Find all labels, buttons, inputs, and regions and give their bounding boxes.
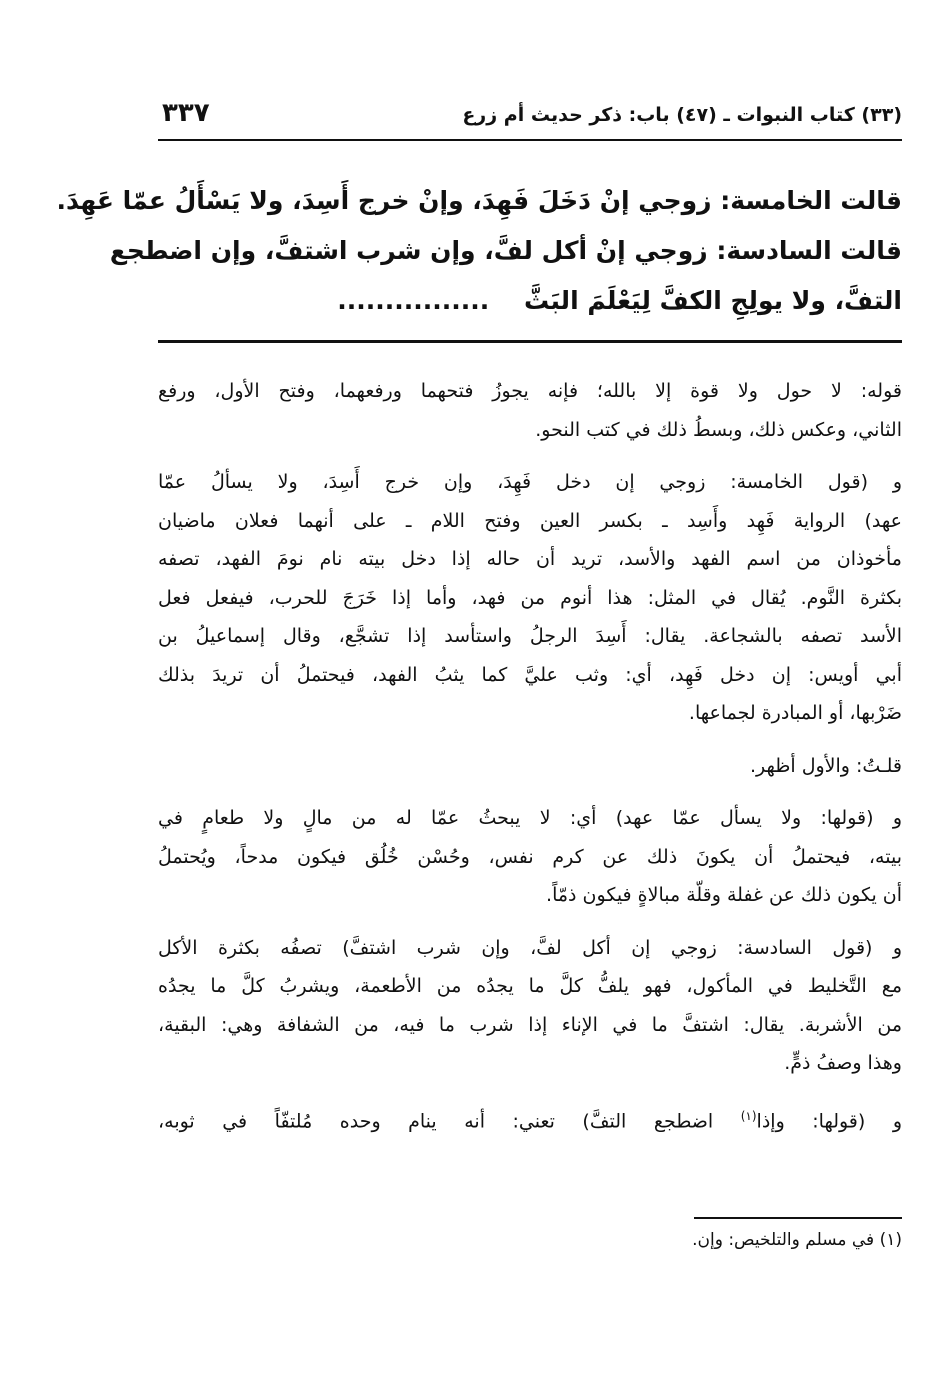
hadith-text xyxy=(56,176,902,326)
text-line: قوله: لا حول ولا قوة إلا بالله؛ فإنه يجوزُ فتحهما ورفعهما، وفتح الأول، ورفع xyxy=(158,380,902,402)
text-line: وهذا وصفُ ذمٍّ. xyxy=(784,1052,902,1074)
text-line: بيته، فيحتملُ أن يكونَ ذلك عن كرم نفس، وحُسْن خُلُق فيكون مدحاً، ويُحتملُ xyxy=(158,845,902,868)
text-line: و (قول الخامسة: زوجي إن دخل فَهِدَ، وإن خرج أَسِدَ، ولا يسألُ عمّا xyxy=(158,471,902,493)
hadith-ellipsis: ................ xyxy=(337,286,490,315)
header-title: (٣٣) كتاب النبوات ـ (٤٧) باب: ذكر حديث أم زرع xyxy=(462,104,902,126)
commentary-paragraph xyxy=(158,372,902,449)
text-line xyxy=(158,1097,902,1141)
footnote-marker: (١) xyxy=(740,1108,757,1123)
text-line: و (قول السادسة: زوجي إن أكل لفَّ، وإن شرب اشتفَّ) تصفُه بكثرة الأكل xyxy=(158,936,902,959)
text-line: مع التَّخليط في المأكول، فهو يلفُّ كلَّ ما يجدُه من الأطعمة، ويشربُ كلَّ ما يجدُه xyxy=(158,975,902,997)
commentary xyxy=(158,372,902,1154)
text-line: أن يكون ذلك عن غفلة وقلّة مبالاةٍ فيكون ذمّاً. xyxy=(546,884,902,906)
hadith-line xyxy=(150,276,902,326)
text-line: الثاني، وعكس ذلك، وبسطُ ذلك في كتب النحو. xyxy=(535,418,902,441)
hadith-line: قالت السادسة: زوجي إنْ أكل لفَّ، وإن شرب اشتفَّ، وإن اضطجع xyxy=(109,236,902,265)
commentary-paragraph xyxy=(158,1097,902,1141)
text-line: ضَرْبها، أو المبادرة لجماعها. xyxy=(688,702,902,724)
footnote-rule xyxy=(694,1217,902,1219)
text-line: و (قولها: ولا يسأل عمّا عهد) أي: لا يبحثُ عمّا له من مالٍ ولا طعامٍ في xyxy=(158,807,902,829)
text-line: بكثرة النَّوم. يُقال في المثل: هذا أنوم من فهد، وأما إذا خَرَجَ للحرب، فيفعل فعل xyxy=(158,586,902,609)
hadith-line-text: التفَّ، ولا يولِجِ الكفَّ لِيَعْلَمَ البَثَّ xyxy=(524,286,902,315)
text-line: أبي أويس: إن دخل فَهِد، أي: وثب عليَّ كما يثبُ الفهد، فيحتملُ أن تريدَ بذلك xyxy=(158,663,902,686)
text-line: الأسد تصفه بالشجاعة. يقال: أَسِدَ الرجلُ واستأسد إذا تشجَّع، وقال إسماعيلُ بن xyxy=(158,625,902,647)
commentary-paragraph xyxy=(158,747,902,786)
footnote: (١) في مسلم والتلخيص: وإن. xyxy=(692,1230,902,1250)
page-number: ٣٣٧ xyxy=(162,98,210,128)
text-line: عهد) الرواية فَهِد وأَسِد ـ بكسر العين وفتح اللام ـ على أنهما فعلان ماضيان xyxy=(158,509,902,532)
text-line: مأخوذان من اسم الفهد والأسد، تريد أن حاله إذا دخل بيته نام نومَ الفهد، تصفه xyxy=(158,548,902,570)
text-segment: اضطجع التفَّ) تعني: أنه ينام وحده مُلتفّاً في ثوبه، xyxy=(158,1109,714,1132)
section-rule xyxy=(158,340,902,343)
commentary-paragraph xyxy=(158,463,902,733)
commentary-paragraph xyxy=(158,799,902,915)
hadith-line: قالت الخامسة: زوجي إنْ دَخَلَ فَهِدَ، وإنْ خرج أَسِدَ، ولا يَسْأَلُ عمّا عَهِدَ. xyxy=(56,186,902,215)
text-line: قلـتُ: والأول أظهر. xyxy=(749,754,902,777)
running-header xyxy=(150,98,902,138)
text-line: من الأشربة. يقال: اشتفَّ ما في الإناء إذا شرب ما فيه، من الشفافة وهي: البقية، xyxy=(158,1013,902,1036)
commentary-paragraph xyxy=(158,929,902,1083)
text-segment: و (قولها: وإذا xyxy=(756,1109,902,1132)
header-rule xyxy=(158,139,902,141)
